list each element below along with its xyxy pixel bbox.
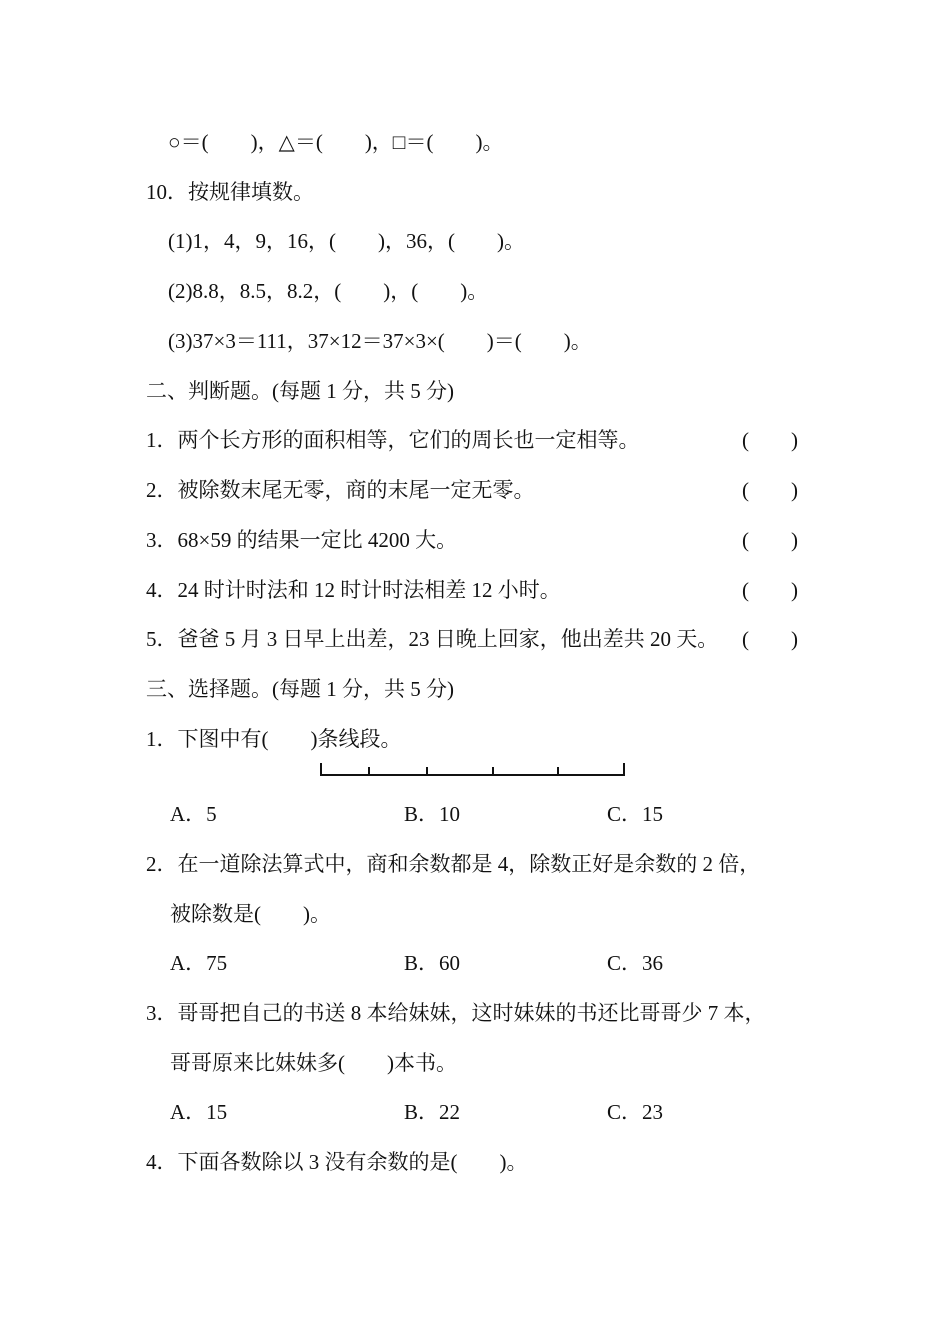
judge-answer-blank-4[interactable]: ( ) [742, 578, 798, 602]
choice-1-option-a[interactable]: A．5 [170, 802, 217, 826]
choice-2-option-a[interactable]: A．75 [170, 951, 228, 975]
judge-answer-blank-5[interactable]: ( ) [742, 627, 798, 651]
choice-1-option-b[interactable]: B．10 [404, 802, 461, 826]
judge-question-2: 2．被除数末尾无零，商的末尾一定无零。 [146, 478, 535, 502]
question-10-part-3: (3)37×3＝111，37×12＝37×3×( )＝( )。 [168, 329, 592, 353]
section-2-heading: 二、判断题。(每题 1 分，共 5 分) [146, 379, 454, 403]
choice-2-option-b[interactable]: B．60 [404, 951, 461, 975]
choice-2-option-c[interactable]: C．36 [607, 951, 664, 975]
choice-question-4: 4．下面各数除以 3 没有余数的是( )。 [146, 1150, 528, 1174]
choice-3-option-a[interactable]: A．15 [170, 1100, 228, 1124]
judge-question-5: 5．爸爸 5 月 3 日早上出差，23 日晚上回家，他出差共 20 天。 [146, 627, 719, 651]
judge-answer-blank-2[interactable]: ( ) [742, 478, 798, 502]
choice-question-3-continued: 哥哥原来比妹妹多( )本书。 [170, 1051, 457, 1075]
question-10-title: 10．按规律填数。 [146, 180, 314, 204]
choice-3-option-b[interactable]: B．22 [404, 1100, 461, 1124]
section-3-heading: 三、选择题。(每题 1 分，共 5 分) [146, 677, 454, 701]
shape-answer-line: ○＝( )，△＝( )，□＝( )。 [168, 130, 504, 154]
choice-question-1: 1．下图中有( )条线段。 [146, 727, 402, 751]
question-10-part-1: (1)1，4，9，16，( )，36，( )。 [168, 229, 525, 253]
judge-question-4: 4．24 时计时法和 12 时计时法相差 12 小时。 [146, 578, 561, 602]
judge-answer-blank-1[interactable]: ( ) [742, 428, 798, 452]
choice-1-option-c[interactable]: C．15 [607, 802, 664, 826]
judge-answer-blank-3[interactable]: ( ) [742, 528, 798, 552]
choice-question-2-continued: 被除数是( )。 [170, 902, 331, 926]
judge-question-3: 3．68×59 的结果一定比 4200 大。 [146, 528, 458, 552]
line-segment-figure [318, 760, 628, 780]
choice-question-2: 2．在一道除法算式中，商和余数都是 4，除数正好是余数的 2 倍， [146, 852, 761, 876]
judge-question-1: 1．两个长方形的面积相等，它们的周长也一定相等。 [146, 428, 640, 452]
choice-question-3: 3．哥哥把自己的书送 8 本给妹妹，这时妹妹的书还比哥哥少 7 本， [146, 1001, 766, 1025]
choice-3-option-c[interactable]: C．23 [607, 1100, 664, 1124]
question-10-part-2: (2)8.8，8.5，8.2，( )，( )。 [168, 279, 489, 303]
